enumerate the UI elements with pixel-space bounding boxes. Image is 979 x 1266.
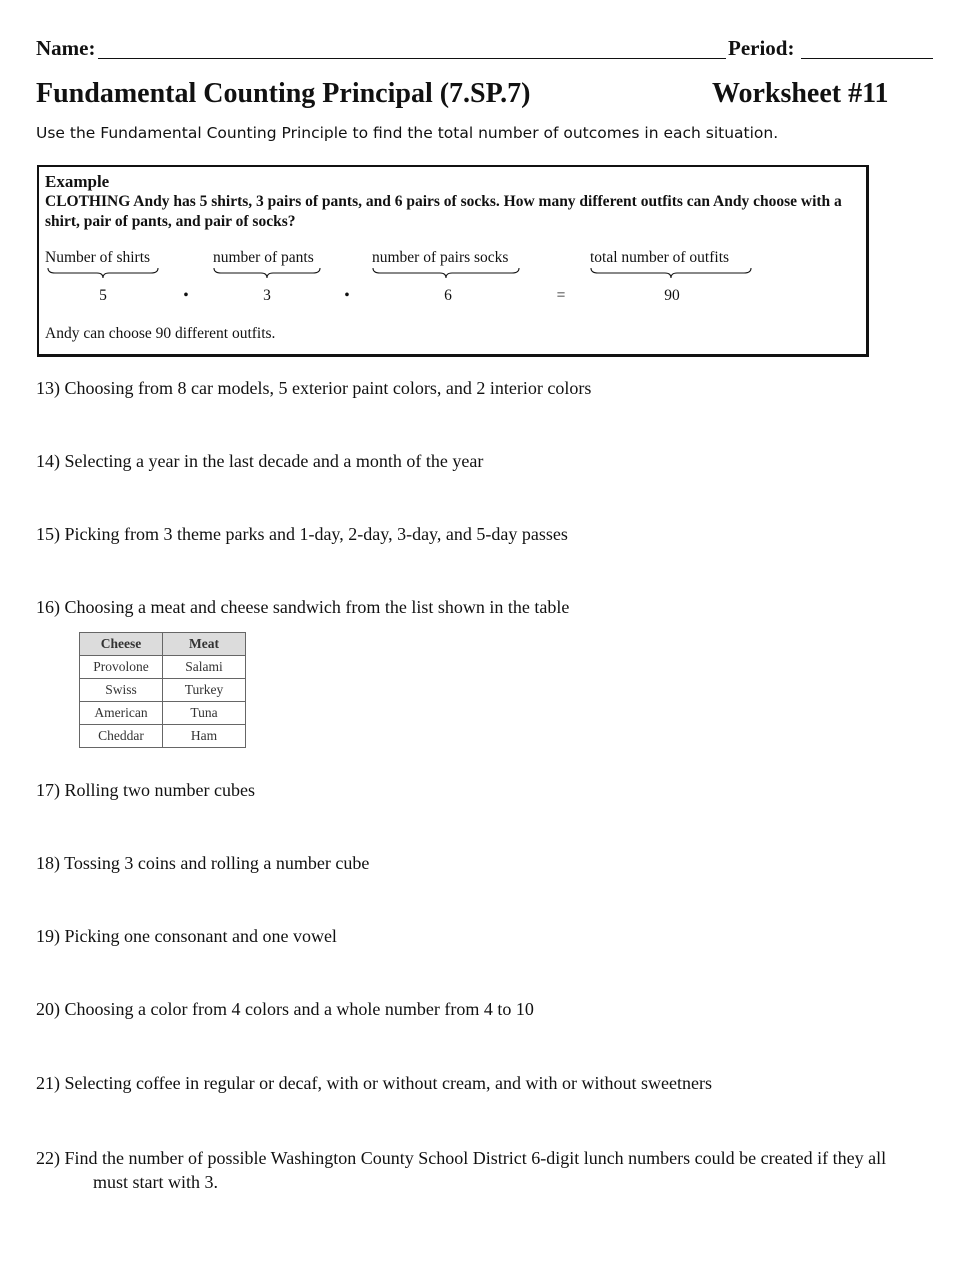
- question-18: 18) Tossing 3 coins and rolling a number cube: [36, 853, 370, 873]
- question-19: 19) Picking one consonant and one vowel: [36, 926, 337, 946]
- brace-icon: [213, 267, 321, 279]
- brace-icon: [372, 267, 520, 279]
- sandwich-table: [79, 632, 246, 748]
- brace-icon: [590, 267, 752, 279]
- brace-icon: [47, 267, 159, 279]
- value-shirts: 5: [99, 287, 107, 304]
- example-box: [37, 165, 869, 357]
- period-field[interactable]: [801, 58, 933, 59]
- worksheet-title: Fundamental Counting Principal (7.SP.7): [36, 78, 531, 109]
- table-header-meat: Meat: [163, 633, 246, 656]
- worksheet-number: Worksheet #11: [712, 78, 889, 109]
- table-cell: Cheddar: [80, 725, 163, 748]
- table-cell: Tuna: [163, 702, 246, 725]
- name-field[interactable]: [98, 58, 726, 59]
- operator-equals: =: [556, 287, 566, 304]
- question-22-line1: 22) Find the number of possible Washington County School District 6-digit lunch numbers could be created if they all: [36, 1148, 887, 1168]
- question-16: 16) Choosing a meat and cheese sandwich from the list shown in the table: [36, 597, 570, 617]
- question-15: 15) Picking from 3 theme parks and 1-day, 2-day, 3-day, and 5-day passes: [36, 524, 568, 544]
- label-pants: number of pants: [213, 249, 314, 266]
- value-outfits: 90: [664, 287, 680, 304]
- operator-multiply: •: [183, 287, 189, 304]
- question-14: 14) Selecting a year in the last decade and a month of the year: [36, 451, 484, 471]
- label-outfits: total number of outfits: [590, 249, 730, 266]
- instructions: Use the Fundamental Counting Principle to find the total number of outcomes in each situation.: [36, 124, 779, 142]
- example-problem-text: Andy has 5 shirts, 3 pairs of pants, and 6 pairs of socks. How many different outfits can Andy choose with a shirt, pair of pants, and pair of socks?: [45, 193, 842, 230]
- table-cell: Turkey: [163, 679, 246, 702]
- table-cell: Provolone: [80, 656, 163, 679]
- table-row: [80, 702, 246, 725]
- table-cell: American: [80, 702, 163, 725]
- table-row: [80, 725, 246, 748]
- question-22-line2: must start with 3.: [93, 1172, 218, 1192]
- question-17: 17) Rolling two number cubes: [36, 780, 255, 800]
- header-line: [36, 36, 906, 66]
- label-socks: number of pairs socks: [372, 249, 509, 266]
- example-heading: Example: [45, 172, 110, 191]
- question-20: 20) Choosing a color from 4 colors and a whole number from 4 to 10: [36, 999, 534, 1019]
- value-pants: 3: [263, 287, 271, 304]
- period-label: Period:: [728, 36, 795, 60]
- question-21: 21) Selecting coffee in regular or decaf, with or without cream, and with or without sweetners: [36, 1073, 712, 1093]
- table-row: [80, 656, 246, 679]
- example-tag: CLOTHING: [45, 193, 131, 210]
- example-problem: [45, 192, 861, 231]
- table-row: [80, 679, 246, 702]
- table-header-cheese: Cheese: [80, 633, 163, 656]
- operator-multiply: •: [344, 287, 350, 304]
- example-answer: Andy can choose 90 different outfits.: [45, 325, 276, 342]
- table-cell: Ham: [163, 725, 246, 748]
- table-header-row: [80, 633, 246, 656]
- table-cell: Salami: [163, 656, 246, 679]
- question-22: [36, 1146, 956, 1194]
- question-13: 13) Choosing from 8 car models, 5 exterior paint colors, and 2 interior colors: [36, 378, 592, 398]
- label-shirts: Number of shirts: [45, 249, 151, 266]
- value-socks: 6: [444, 287, 452, 304]
- name-label: Name:: [36, 36, 96, 60]
- table-cell: Swiss: [80, 679, 163, 702]
